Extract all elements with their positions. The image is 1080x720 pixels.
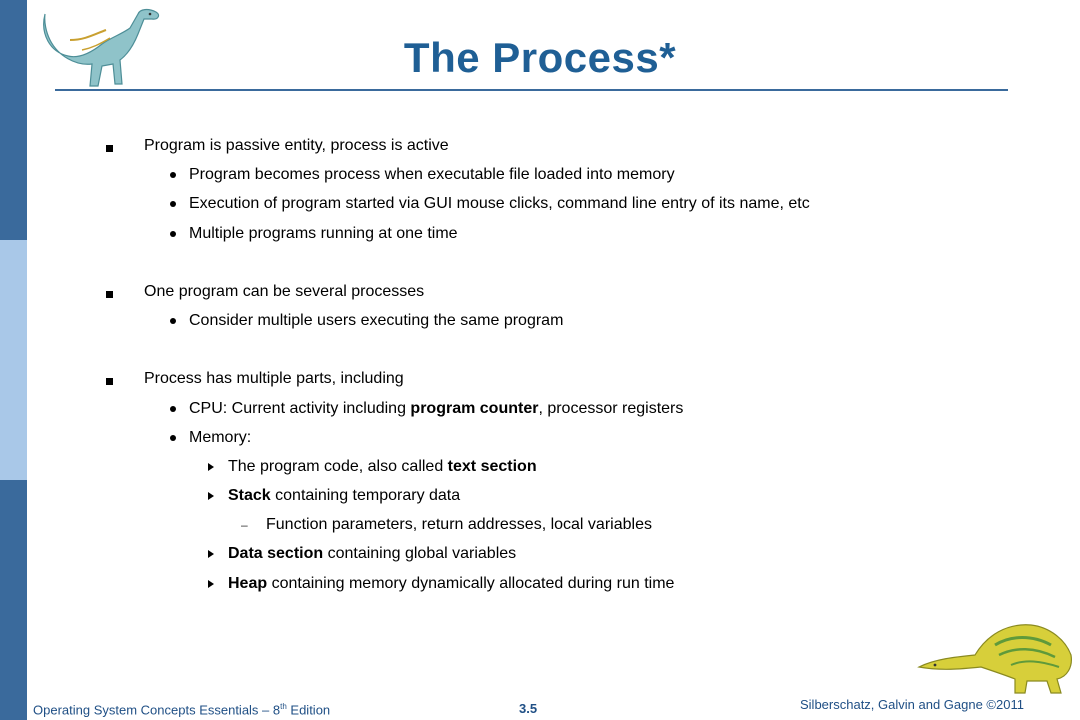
left-band-bottom (0, 480, 27, 720)
bullet-triangle (208, 550, 214, 558)
left-band-middle (0, 240, 27, 480)
bullet-1-1-text: Program becomes process when executable file loaded into memory (189, 166, 675, 183)
bullet-2-1-text: Consider multiple users executing the same program (189, 312, 564, 329)
bullet-dot (170, 435, 176, 441)
slide-title: The Process* (403, 34, 677, 81)
bullet-dot (170, 318, 176, 324)
bullet-3-text: Process has multiple parts, including (144, 370, 404, 387)
bullet-square (106, 145, 113, 152)
memory-item-1-text: The program code, also called text section (228, 458, 537, 475)
bullet-triangle (208, 580, 214, 588)
bullet-dash: – (241, 518, 248, 532)
bullet-square (106, 291, 113, 298)
footer-copyright: Silberschatz, Galvin and Gagne ©2011 (800, 697, 1024, 712)
bullet-3-2-text: Memory: (189, 429, 252, 446)
title-rule (55, 89, 1008, 91)
bullet-1-2-text: Execution of program started via GUI mouse clicks, command line entry of its name, etc (189, 195, 810, 212)
bullet-triangle (208, 492, 214, 500)
bullet-square (106, 378, 113, 385)
bullet-dot (170, 201, 176, 207)
memory-item-2-1-text: Function parameters, return addresses, local variables (266, 516, 652, 533)
memory-item-3-text: Data section containing global variables (228, 545, 517, 562)
memory-item-2-text: Stack containing temporary data (228, 487, 461, 504)
left-band-top (0, 0, 27, 240)
bullet-1-3-text: Multiple programs running at one time (189, 225, 458, 242)
bullet-triangle (208, 463, 214, 471)
footer-book-title: Operating System Concepts Essentials – 8th Edition (33, 702, 331, 718)
bullet-dot (170, 231, 176, 237)
bullet-1-text: Program is passive entity, process is active (144, 137, 449, 154)
bullet-3-1-text: CPU: Current activity including program counter, processor registers (189, 400, 684, 417)
bullet-dot (170, 172, 176, 178)
bullet-2-text: One program can be several processes (144, 283, 425, 300)
bullet-dot (170, 406, 176, 412)
memory-item-4-text: Heap containing memory dynamically allocated during run time (228, 575, 675, 592)
dinosaur-logo-top (40, 4, 165, 90)
dinosaur-logo-bottom (915, 615, 1075, 695)
footer-page-number: 3.5 (519, 701, 538, 716)
